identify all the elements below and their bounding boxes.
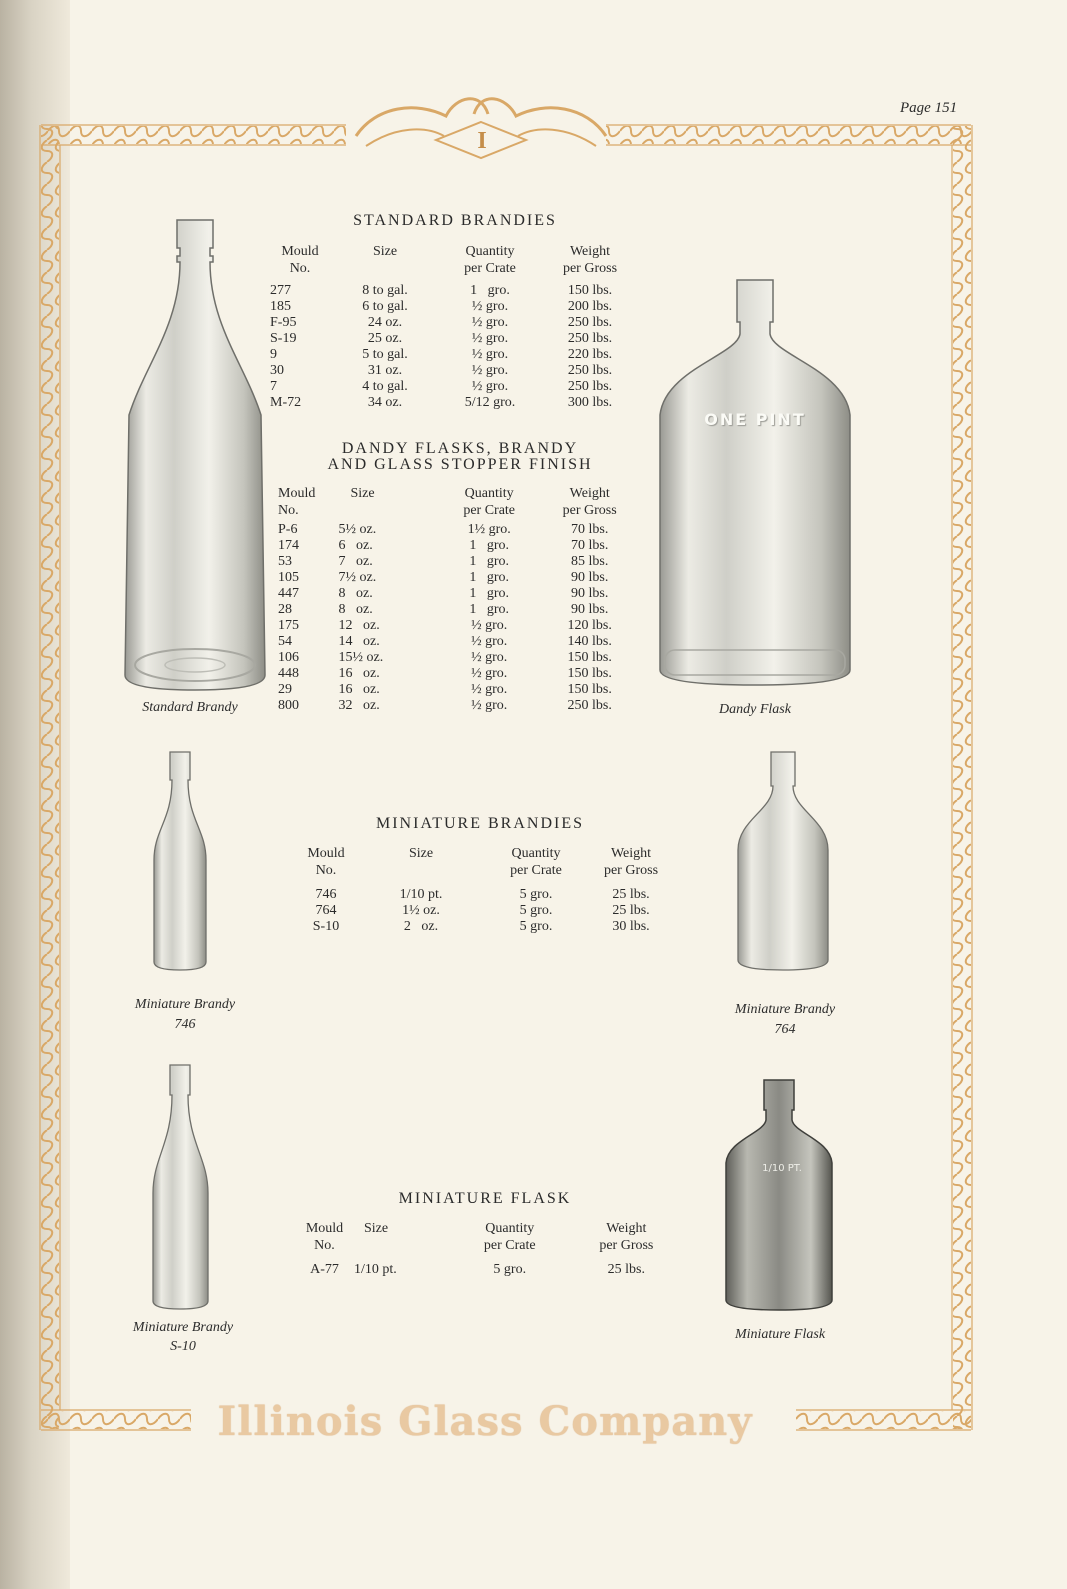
miniature-flask-caption: Miniature Flask	[734, 1327, 826, 1342]
quantity-cell: 5 gro.	[519, 887, 553, 902]
miniature-brandies-title: MINIATURE BRANDIES	[376, 815, 584, 832]
table-row	[278, 538, 638, 554]
weight-cell: 150 lbs.	[567, 283, 613, 298]
column-header: Quantity per Crate	[483, 1221, 536, 1253]
mould-number-cell: 9	[270, 347, 277, 362]
one-pint-embossing: ONE PINT	[704, 410, 806, 429]
miniature-flask-embossing: 1/10 PT.	[762, 1163, 802, 1174]
standard-brandies-table	[270, 243, 640, 411]
quantity-cell: ½ gro.	[471, 331, 509, 346]
weight-cell: 150 lbs.	[567, 666, 612, 681]
weight-cell: 250 lbs.	[567, 698, 612, 713]
mould-number-cell: 764	[315, 903, 337, 918]
table-row	[278, 634, 638, 650]
quantity-cell: 1 gro.	[469, 602, 510, 617]
miniature-brandy-764-caption-line2: 764	[774, 1022, 796, 1037]
weight-cell: 90 lbs.	[571, 586, 609, 601]
column-header: Size	[372, 244, 398, 259]
standard-brandies-title: STANDARD BRANDIES	[353, 212, 557, 229]
weight-cell: 150 lbs.	[567, 682, 612, 697]
size-cell: 7½ oz.	[338, 570, 377, 585]
size-cell: 31 oz.	[367, 363, 403, 378]
table-row	[270, 379, 640, 395]
dandy-flasks-title-line1: DANDY FLASKS, BRANDY	[341, 440, 579, 457]
mould-number-cell: A-77	[310, 1262, 339, 1277]
quantity-cell: ½ gro.	[471, 666, 508, 681]
column-header: Mould No.	[281, 244, 319, 276]
quantity-cell: 1 gro.	[470, 283, 510, 298]
mould-number-cell: 447	[278, 586, 299, 601]
mould-number-cell: 7	[270, 379, 277, 394]
column-header: Size	[350, 486, 375, 501]
size-cell: 2 oz.	[403, 919, 439, 934]
quantity-cell: 5 gro.	[493, 1262, 527, 1277]
quantity-cell: 5 gro.	[519, 903, 553, 918]
quantity-cell: 5/12 gro.	[464, 395, 516, 410]
size-cell: 5½ oz.	[338, 522, 377, 537]
weight-cell: 70 lbs.	[571, 522, 609, 537]
quantity-cell: 1 gro.	[469, 570, 510, 585]
mould-number-cell: P-6	[278, 522, 298, 537]
table-row	[278, 698, 638, 714]
size-cell: 12 oz.	[338, 618, 380, 633]
dandy-flasks-table	[278, 485, 638, 714]
table-row	[296, 887, 676, 903]
table-row	[270, 331, 640, 347]
mould-number-cell: S-19	[270, 331, 297, 346]
mould-number-cell: 29	[278, 682, 292, 697]
column-header: Mould No.	[305, 1221, 344, 1253]
size-cell: 16 oz.	[338, 666, 380, 681]
table-row	[278, 650, 638, 666]
table-row	[270, 347, 640, 363]
mould-number-cell: 800	[278, 698, 299, 713]
column-header: Size	[363, 1221, 389, 1236]
weight-cell: 30 lbs.	[612, 919, 650, 934]
miniature-flask-title: MINIATURE FLASK	[398, 1190, 572, 1207]
column-header: Mould No.	[278, 486, 316, 518]
page-number: Page 151	[900, 100, 958, 116]
column-header: Weight per Gross	[562, 244, 618, 276]
miniature-brandy-764-caption-line1: Miniature Brandy	[734, 1002, 836, 1017]
mould-number-cell: 53	[278, 554, 292, 569]
mould-number-cell: F-95	[270, 315, 297, 330]
weight-cell: 25 lbs.	[612, 903, 650, 918]
miniature-brandy-s10-caption-line2: S-10	[170, 1339, 196, 1354]
size-cell: 34 oz.	[367, 395, 403, 410]
mould-number-cell: 30	[270, 363, 284, 378]
quantity-cell: ½ gro.	[471, 650, 508, 665]
miniature-brandy-764-image	[733, 750, 833, 975]
size-cell: 4 to gal.	[362, 379, 408, 394]
table-row	[296, 919, 676, 935]
miniature-brandy-s10-caption-line1: Miniature Brandy	[132, 1320, 234, 1335]
miniature-brandy-746-caption-line1: Miniature Brandy	[134, 997, 236, 1012]
weight-cell: 250 lbs.	[567, 331, 613, 346]
size-cell: 24 oz.	[367, 315, 403, 330]
miniature-brandy-746-caption-line2: 746	[174, 1017, 196, 1032]
weight-cell: 90 lbs.	[571, 570, 609, 585]
weight-cell: 250 lbs.	[567, 379, 613, 394]
column-header: Quantity per Crate	[464, 244, 516, 276]
size-cell: 8 oz.	[338, 586, 373, 601]
weight-cell: 200 lbs.	[567, 299, 613, 314]
size-cell: 6 to gal.	[362, 299, 408, 314]
table-row	[270, 395, 640, 411]
size-cell: 32 oz.	[338, 698, 380, 713]
mould-number-cell: 28	[278, 602, 292, 617]
size-cell: 25 oz.	[367, 331, 403, 346]
weight-cell: 25 lbs.	[612, 887, 650, 902]
quantity-cell: 1½ gro.	[467, 522, 511, 537]
company-name-footer: Illinois Glass Company	[217, 1398, 753, 1445]
mould-number-cell: S-10	[312, 919, 340, 934]
dandy-flasks-title-line2: AND GLASS STOPPER FINISH	[327, 456, 593, 473]
mould-number-cell: 448	[278, 666, 299, 681]
mould-number-cell: 175	[278, 618, 299, 633]
size-cell: 1½ oz.	[402, 903, 440, 918]
mould-number-cell: 105	[278, 570, 299, 585]
weight-cell: 300 lbs.	[567, 395, 613, 410]
column-header: Weight per Gross	[603, 846, 659, 878]
mould-number-cell: 185	[270, 299, 291, 314]
size-cell: 6 oz.	[338, 538, 373, 553]
size-cell: 7 oz.	[338, 554, 373, 569]
column-header: Quantity per Crate	[510, 846, 562, 878]
quantity-cell: 5 gro.	[519, 919, 553, 934]
mould-number-cell: 746	[315, 887, 337, 902]
table-row	[278, 682, 638, 698]
quantity-cell: 1 gro.	[469, 586, 510, 601]
column-header: Quantity per Crate	[463, 486, 516, 518]
miniature-flask-table	[295, 1220, 675, 1278]
weight-cell: 140 lbs.	[567, 634, 612, 649]
miniature-brandy-746-image	[150, 750, 210, 975]
table-row	[278, 554, 638, 570]
table-row	[270, 363, 640, 379]
weight-cell: 70 lbs.	[571, 538, 609, 553]
column-header: Weight per Gross	[562, 486, 617, 518]
table-row	[278, 666, 638, 682]
weight-cell: 250 lbs.	[567, 363, 613, 378]
table-row	[270, 283, 640, 299]
table-row	[270, 299, 640, 315]
miniature-brandy-s10-image	[148, 1063, 213, 1313]
size-cell: 1/10 pt.	[353, 1262, 397, 1277]
mould-number-cell: 106	[278, 650, 299, 665]
column-header: Weight per Gross	[599, 1221, 654, 1253]
table-row	[278, 602, 638, 618]
quantity-cell: 1 gro.	[469, 554, 510, 569]
size-cell: 15½ oz.	[338, 650, 384, 665]
mould-number-cell: M-72	[270, 395, 302, 410]
quantity-cell: ½ gro.	[471, 618, 508, 633]
size-cell: 16 oz.	[338, 682, 380, 697]
size-cell: 8 oz.	[338, 602, 373, 617]
quantity-cell: ½ gro.	[471, 299, 509, 314]
size-cell: 1/10 pt.	[399, 887, 443, 902]
crest-logo-letter: I	[477, 128, 487, 154]
quantity-cell: ½ gro.	[471, 379, 509, 394]
weight-cell: 220 lbs.	[567, 347, 613, 362]
weight-cell: 25 lbs.	[607, 1262, 646, 1277]
weight-cell: 150 lbs.	[567, 650, 612, 665]
quantity-cell: ½ gro.	[471, 698, 508, 713]
weight-cell: 120 lbs.	[567, 618, 612, 633]
weight-cell: 250 lbs.	[567, 315, 613, 330]
standard-brandy-caption: Standard Brandy	[142, 700, 238, 715]
quantity-cell: ½ gro.	[471, 347, 509, 362]
mould-number-cell: 54	[278, 634, 292, 649]
dandy-flask-caption: Dandy Flask	[719, 702, 791, 717]
table-row	[278, 586, 638, 602]
standard-brandy-bottle-image	[115, 215, 275, 695]
quantity-cell: ½ gro.	[471, 634, 508, 649]
column-header: Size	[408, 846, 434, 861]
mould-number-cell: 174	[278, 538, 299, 553]
quantity-cell: ½ gro.	[471, 363, 509, 378]
miniature-brandies-table	[296, 845, 676, 935]
size-cell: 5 to gal.	[362, 347, 408, 362]
quantity-cell: 1 gro.	[469, 538, 510, 553]
quantity-cell: ½ gro.	[471, 315, 509, 330]
table-row	[278, 618, 638, 634]
dandy-flask-bottle-image	[655, 275, 855, 690]
table-row	[278, 570, 638, 586]
size-cell: 14 oz.	[338, 634, 380, 649]
mould-number-cell: 277	[270, 283, 291, 298]
column-header: Mould No.	[307, 846, 345, 878]
weight-cell: 85 lbs.	[571, 554, 609, 569]
table-row	[278, 522, 638, 538]
size-cell: 8 to gal.	[362, 283, 408, 298]
weight-cell: 90 lbs.	[571, 602, 609, 617]
table-row	[296, 903, 676, 919]
miniature-flask-image	[722, 1078, 837, 1313]
table-row	[295, 1262, 675, 1278]
quantity-cell: ½ gro.	[471, 682, 508, 697]
table-row	[270, 315, 640, 331]
